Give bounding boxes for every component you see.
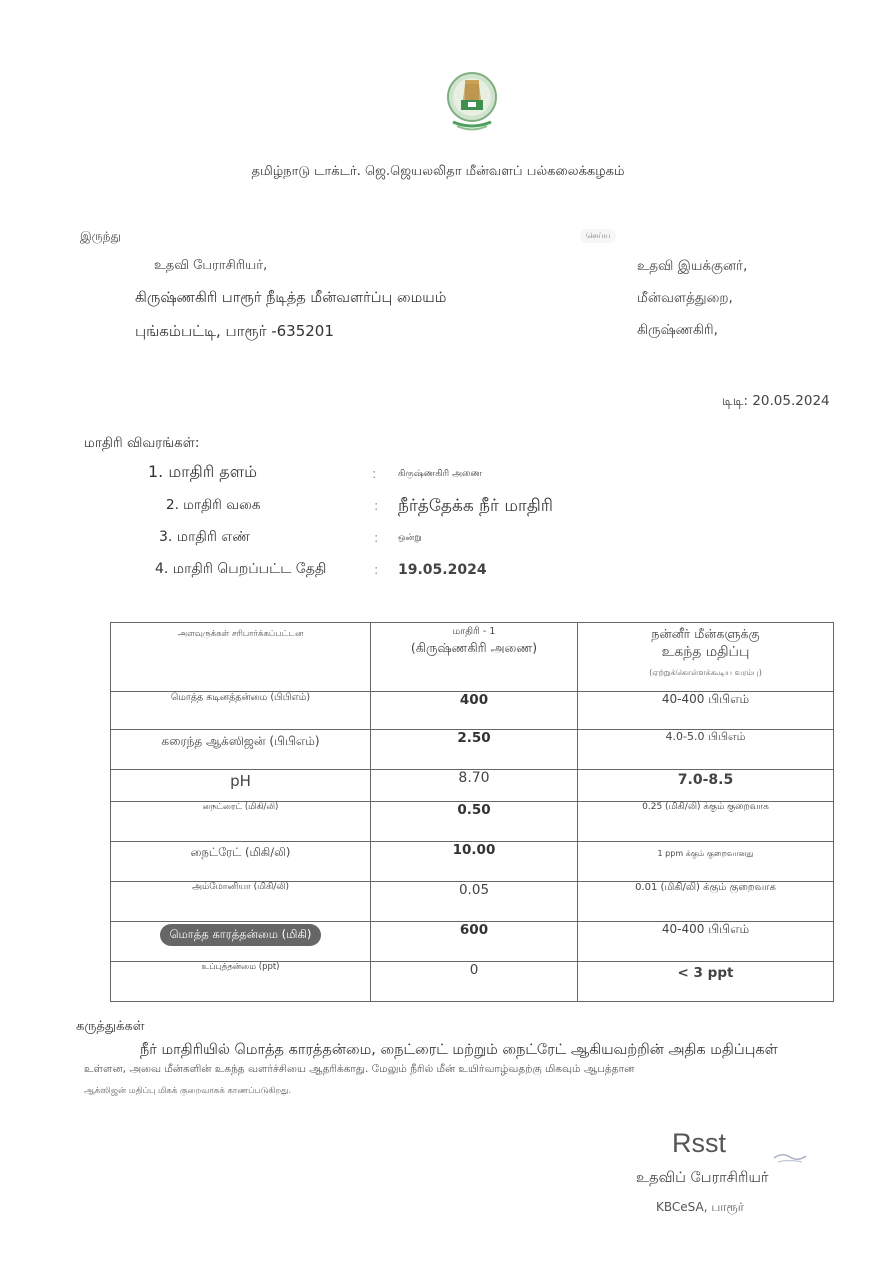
- header-optimal-line3: (ஏற்றுக்கொள்ளக்கூடிய வரம்பு): [649, 668, 762, 677]
- sample-site-value: கிருஷ்ணகிரி அணை: [398, 469, 482, 479]
- parameter-cell: மொத்த கடினத்தன்மை (பிபிஎம்): [111, 692, 371, 730]
- signatory-institution: KBCeSA, பாரூர்: [656, 1200, 745, 1214]
- sample-site-label: 1. மாதிரி தளம்: [148, 462, 258, 481]
- value-cell: 10.00: [371, 842, 578, 882]
- range-cell: 7.0-8.5: [578, 770, 834, 802]
- sample-received-date-value: 19.05.2024: [398, 562, 487, 578]
- value-cell: 400: [371, 692, 578, 730]
- comments-label: கருத்துக்கள்: [76, 1019, 145, 1034]
- parameter-cell: pH: [111, 770, 371, 802]
- value-cell: 0.50: [371, 802, 578, 842]
- value-cell: 600: [371, 922, 578, 962]
- parameter-cell: நைட்ரேட் (மிகி/லி): [111, 842, 371, 882]
- water-quality-results-table: [110, 622, 834, 1002]
- signatory-designation: உதவிப் பேராசிரியர்: [636, 1170, 769, 1186]
- sender-address: புங்கம்பட்டி, பாரூர் -635201: [135, 322, 334, 340]
- separator-colon: :: [374, 531, 379, 546]
- table-header-row: [111, 623, 834, 692]
- sender-designation: உதவி பேராசிரியர்,: [154, 258, 268, 273]
- sample-number-label: 3. மாதிரி எண்: [159, 529, 251, 545]
- parameter-cell: நைட்ரைட் (மிகி/லி): [111, 802, 371, 842]
- comment-line-1: நீர் மாதிரியில் மொத்த காரத்தன்மை, நைட்ரைட் மற்றும் நைட்ரேட் ஆகியவற்றின் அதிக மதிப்புகள்: [140, 1042, 778, 1058]
- parameter-cell: அம்மோனியா (மிகி/லி): [111, 882, 371, 922]
- table-row: [111, 770, 834, 802]
- table-row: [111, 802, 834, 842]
- recipient-department: மீன்வளத்துறை,: [637, 290, 733, 306]
- signature-scribble-icon: [772, 1148, 808, 1166]
- from-label: இருந்து: [80, 229, 121, 243]
- header-sample-line2: (கிருஷ்ணகிரி அணை): [410, 640, 538, 655]
- sample-details-heading: மாதிரி விவரங்கள்:: [84, 435, 200, 451]
- sample-type-label: 2. மாதிரி வகை: [166, 497, 261, 513]
- university-name: தமிழ்நாடு டாக்டர். ஜெ.ஜெயலலிதா மீன்வளப் பல்கலைக்கழகம்: [251, 164, 625, 179]
- sample-received-date-label: 4. மாதிரி பெறப்பட்ட தேதி: [155, 561, 327, 577]
- header-optimal-range: [578, 623, 834, 692]
- table-row: [111, 730, 834, 770]
- header-sample: [371, 623, 578, 692]
- recipient-place: கிருஷ்ணகிரி,: [637, 322, 718, 338]
- range-cell: 1 ppm க்கும் குறைவானது: [578, 842, 834, 882]
- range-cell: < 3 ppt: [578, 962, 834, 1002]
- range-cell: 40-400 பிபிஎம்: [578, 922, 834, 962]
- header-sample-line1: மாதிரி - 1: [452, 626, 496, 637]
- comment-line-2: உள்ளன, அவை மீன்களின் உகந்த வளர்ச்சியை ஆதரிக்காது. மேலும் நீரில் மீன் உயிர்வாழ்வதற்கு மிகவும் ஆபத்தான: [84, 1063, 635, 1075]
- comment-line-3: ஆக்ஸிஜன் மதிப்பு மிகக் குறைவாகக் காணப்படுகிறது.: [84, 1086, 292, 1096]
- table-row: [111, 962, 834, 1002]
- recipient-designation: உதவி இயக்குனர்,: [637, 258, 748, 274]
- value-cell: 0.05: [371, 882, 578, 922]
- table-row: [111, 882, 834, 922]
- signature: Rsst: [672, 1128, 726, 1158]
- table-row: [111, 922, 834, 962]
- separator-colon: :: [372, 467, 377, 482]
- table-row: [111, 692, 834, 730]
- header-optimal-line2: உகந்த மதிப்பு: [661, 644, 750, 660]
- header-optimal-line1: நன்னீர் மீன்களுக்கு: [651, 626, 760, 641]
- highlighted-parameter-pill: மொத்த காரத்தன்மை (மிகி): [160, 924, 322, 946]
- parameter-cell: உப்புத்தன்மை (ppt): [111, 962, 371, 1002]
- parameter-cell: [111, 922, 371, 962]
- to-label: செய்ய: [580, 229, 616, 243]
- value-cell: 2.50: [371, 730, 578, 770]
- range-cell: 0.25 (மிகி/லி) க்கும் குறைவாக: [578, 802, 834, 842]
- letter-date: டிடி: 20.05.2024: [722, 393, 830, 409]
- sample-number-value: ஒன்று: [398, 533, 422, 543]
- university-emblem-icon: [443, 70, 501, 134]
- header-parameters: அளவுருக்கள் சரிபார்க்கப்பட்டன: [111, 623, 371, 692]
- sample-type-value: நீர்த்தேக்க நீர் மாதிரி: [398, 496, 554, 516]
- value-cell: 8.70: [371, 770, 578, 802]
- range-cell: 4.0-5.0 பிபிஎம்: [578, 730, 834, 770]
- parameter-cell: கரைந்த ஆக்ஸிஜன் (பிபிஎம்): [111, 730, 371, 770]
- range-cell: 40-400 பிபிஎம்: [578, 692, 834, 730]
- separator-colon: :: [374, 499, 379, 514]
- separator-colon: :: [374, 563, 379, 578]
- sender-office: கிருஷ்ணகிரி பாரூர் நீடித்த மீன்வளர்ப்பு மையம்: [135, 290, 447, 306]
- table-row: [111, 842, 834, 882]
- value-cell: 0: [371, 962, 578, 1002]
- range-cell: 0.01 (மிகி/லி) க்கும் குறைவாக: [578, 882, 834, 922]
